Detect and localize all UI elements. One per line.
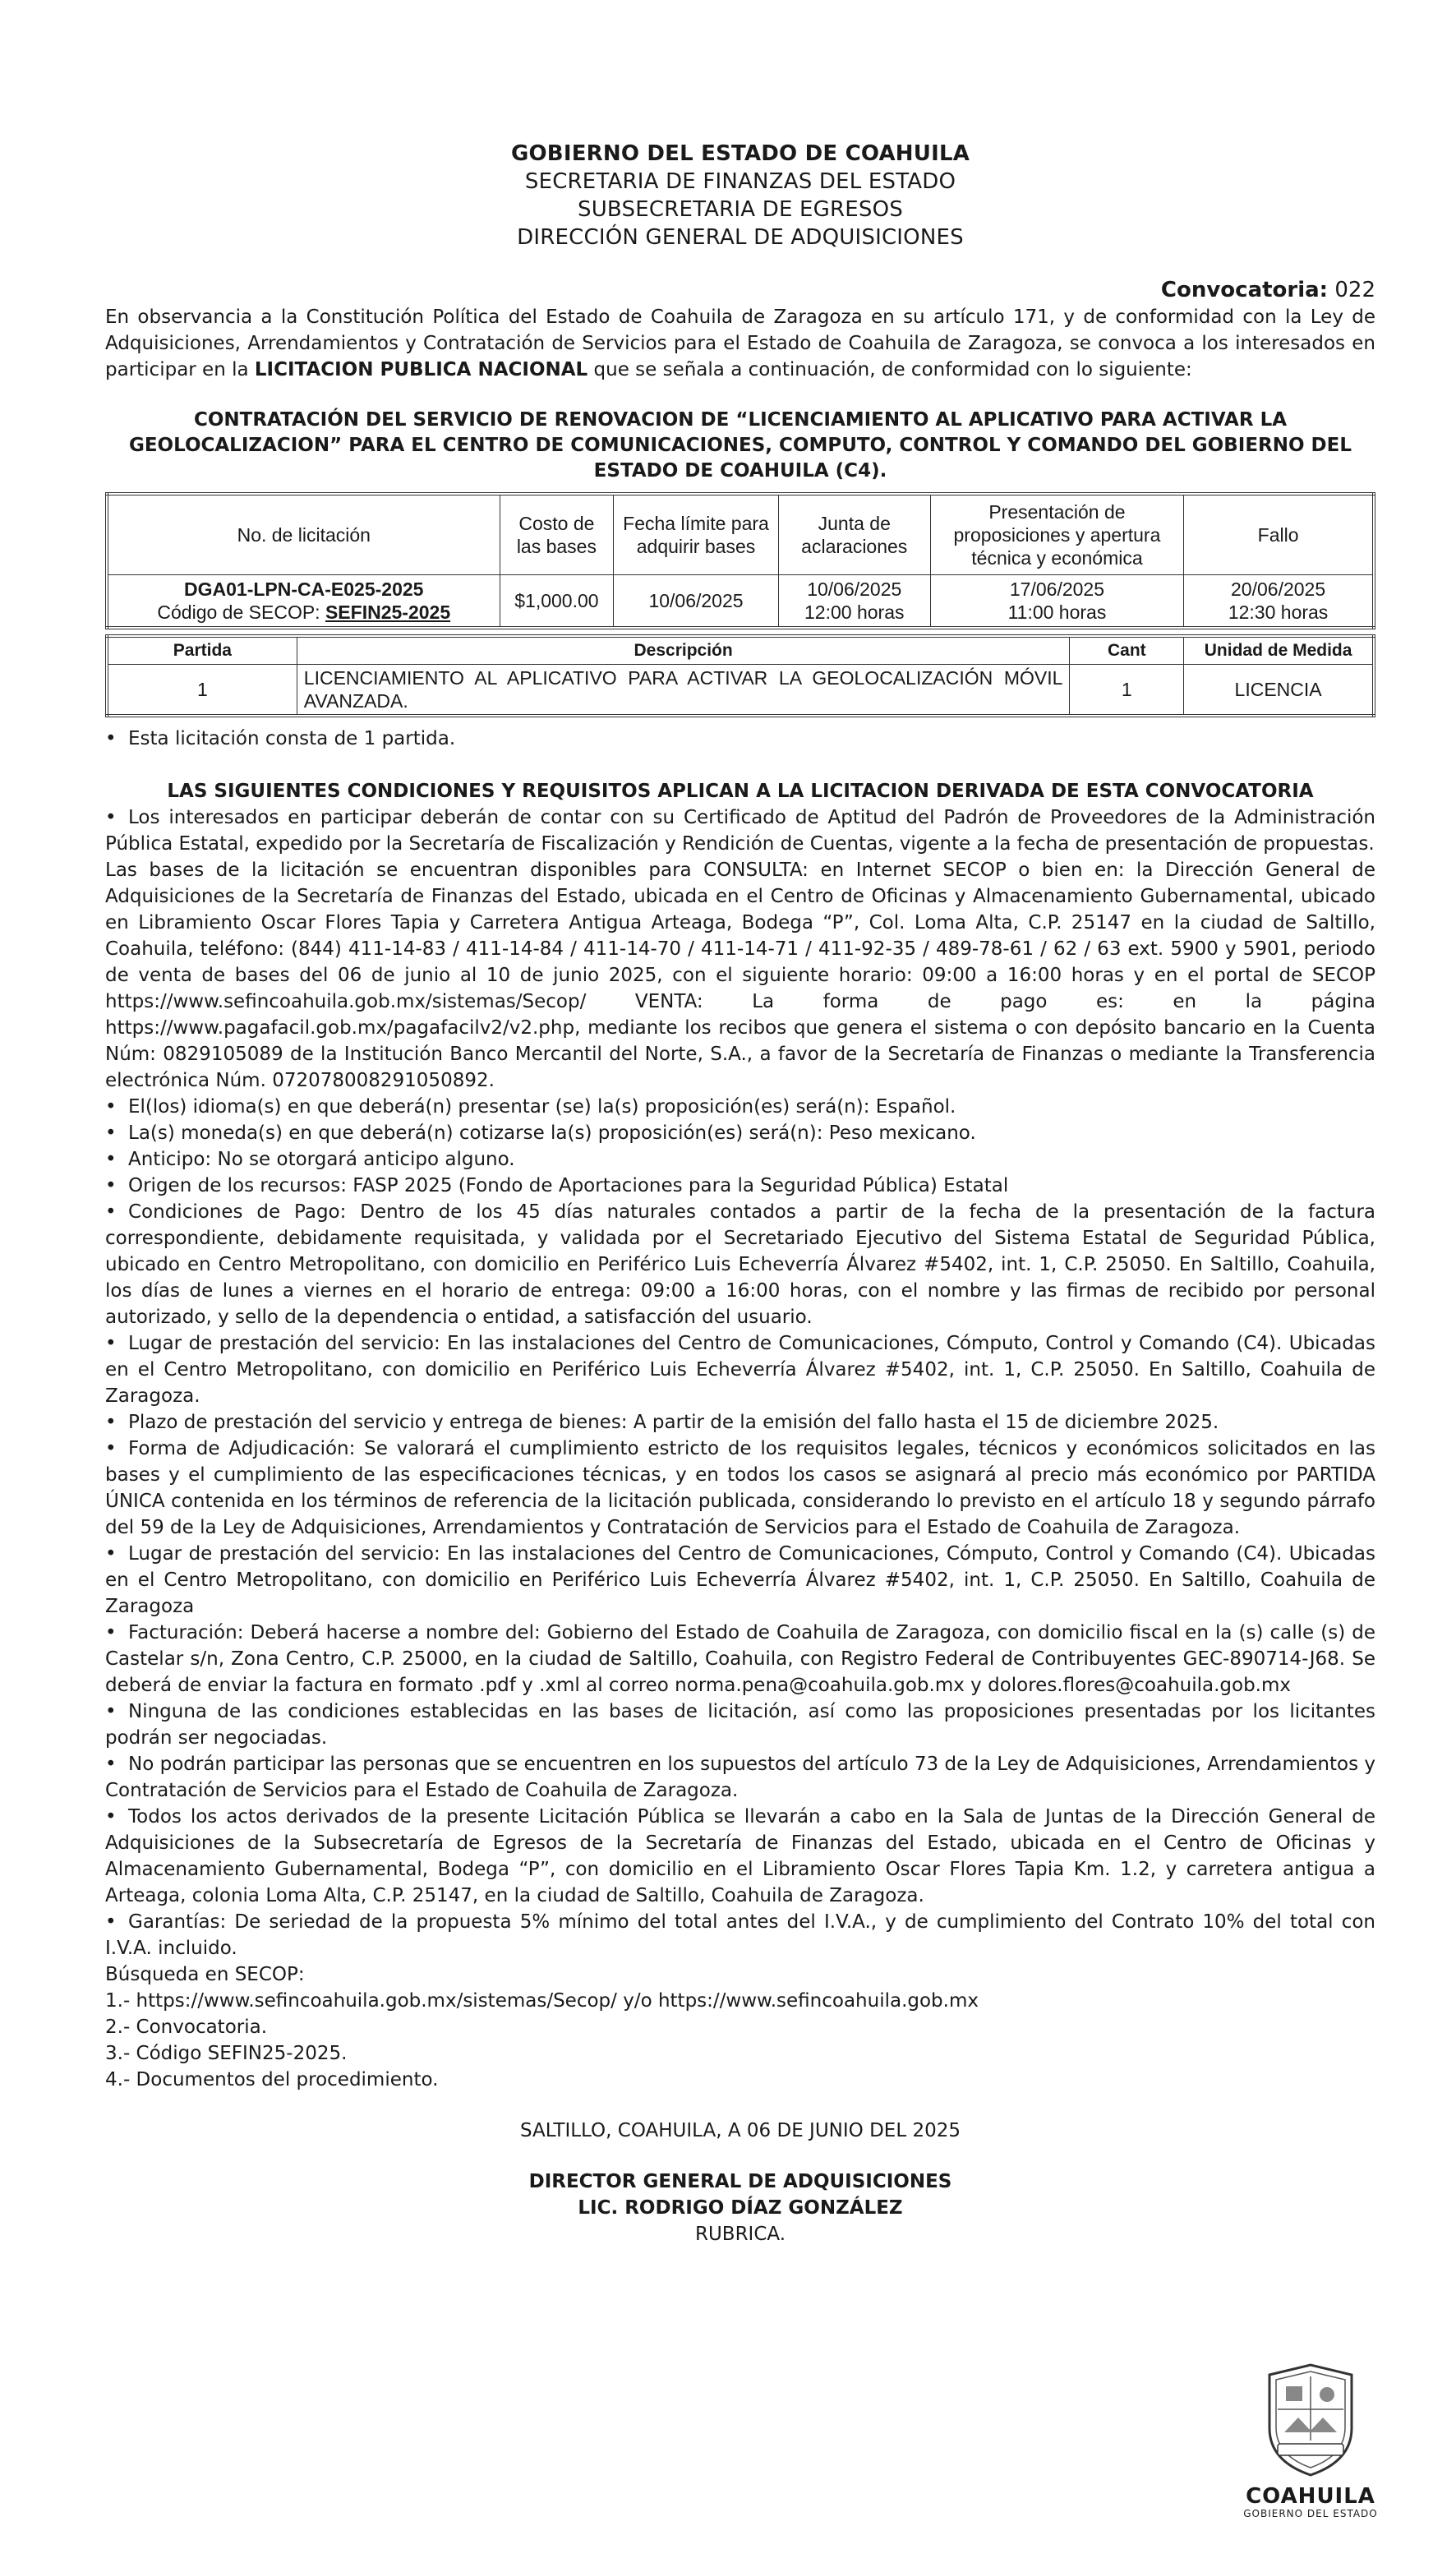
list-item: • Todos los actos derivados de la presente Licitación Pública se llevarán a cabo en la Sala de Juntas de la Dirección General de Adquisiciones de la Subsecretaría de Egresos de la Secretaría de Finanzas del Estado, ubicada en el Centro de Oficinas y Almacenamiento Gubernamental, Bodega “P”, con domicilio en el Libramiento Oscar Flores Tapia Km. 1.2, y carretera antigua a Arteaga, colonia Loma Alta, C.P. 25147, en la ciudad de Saltillo, Coahuila de Zaragoza. (105, 1806, 1375, 1906)
cell-costo: $1,000.00 (500, 575, 614, 629)
signature-block (105, 2169, 1375, 2247)
signature-role: DIRECTOR GENERAL DE ADQUISICIONES (528, 2171, 952, 2192)
secretaria-title: SECRETARIA DE FINANZAS DEL ESTADO (524, 169, 956, 194)
government-title: GOBIERNO DEL ESTADO DE COAHUILA (510, 141, 970, 166)
partidas-note-text: Esta licitación consta de 1 partida. (128, 728, 456, 749)
bullet-text: Todos los actos derivados de la presente Licitación Pública se llevarán a cabo en la Sala de Juntas de la Dirección General de Adquisiciones de la Subsecretaría de Egresos de la Secretaría de Finanzas del Estado, ubicada en el Centro de Oficinas y Almacenamiento Gubernamental, Bodega “P”, con domicilio en el Libramiento Oscar Flores Tapia Km. 1.2, y carretera antigua a Arteaga, colonia Loma Alta, C.P. 25147, en la ciudad de Saltillo, Coahuila de Zaragoza. (105, 1806, 1375, 1906)
bullet-text: Facturación: Deberá hacerse a nombre del: Gobierno del Estado de Coahuila de Zaragoza, con domicilio fiscal en la (s) calle (s) de Castelar s/n, Zona Centro, C.P. 25000, en la ciudad de Saltillo, Coahuila, con Registro Federal de Contribuyentes GEC-890714-J68. Se deberá de enviar la factura en formato .pdf y .xml al correo norma.pena@coahuila.gob.mx y dolores.flores@coahuila.gob.mx (105, 1622, 1375, 1696)
state-seal-icon (1261, 2358, 1360, 2482)
intro-paragraph (105, 304, 1375, 383)
bullet-text: Origen de los recursos: FASP 2025 (Fondo de Aportaciones para la Seguridad Pública) Estatal (128, 1175, 1009, 1196)
presentacion-date: 17/06/2025 (1009, 578, 1105, 600)
logo-name: COAHUILA (1246, 2484, 1375, 2509)
busqueda-label: Búsqueda en SECOP: (105, 1964, 305, 1985)
bases-paragraph: Las bases de la licitación se encuentran disponibles para CONSULTA: en Internet SECOP o bien en: la Dirección General de Adquisiciones de la Secretaría de Finanzas del Estado, ubicada en el Centro de Oficinas y Almacenamiento Gubernamental, ubicado en Libramiento Oscar Flores Tapia y Carretera Antigua Arteaga, Bodega “P”, Col. Loma Alta, C.P. 25147 en la ciudad de Saltillo, Coahuila, teléfono: (844) 411-14-83 / 411-14-84 / 411-14-70 / 411-14-71 / 411-92-35 / 489-78-61 / 62 / 63 ext. 5900 y 5901, periodo de venta de bases del 06 de junio al 10 de junio 2025, con el siguiente horario: 09:00 a 16:00 horas y en el portal de SECOP https://www.sefincoahuila.gob.mx/sistemas/Secop/ VENTA: La forma de pago es: en la página https://www.pagafacil.gob.mx/pagafacilv2/v2.php, mediante los recibos que genera el sistema o con depósito bancario en la Cuenta Núm: 0829105089 de la Institución Banco Mercantil del Norte, S.A., a favor de la Secretaría de Finanzas o mediante la Transferencia electrónica Núm. 072078008291050892. (105, 860, 1375, 1091)
secop-code-line (113, 601, 495, 624)
convocatoria-value: 022 (1334, 278, 1375, 302)
intro-text-1: En observancia a la Constitución Política del Estado de Coahuila de Zaragoza en su artículo 171, y de conformidad con la Ley de Adquisiciones, Arrendamientos y Contratación de Servicios para el Estado de Coahuila de Zaragoza, se convoca a los interesados en participar en la (105, 307, 1375, 380)
cell-unidad: LICENCIA (1184, 665, 1374, 717)
header-descripcion: Descripción (297, 636, 1070, 665)
list-item: • Forma de Adjudicación: Se valorará el cumplimiento estricto de los requisitos legales, técnicos y económicos solicitados en las bases y el cumplimiento de las especificaciones técnicas, y en todos los casos se asignará al precio más económico por PARTIDA ÚNICA contenida en los términos de referencia de la licitación publicada, considerando lo previsto en el artículo 18 y segundo párrafo del 59 de la Ley de Adquisiciones, Arrendamientos y Contratación de Servicios para el Estado de Coahuila de Zaragoza. (105, 1438, 1375, 1538)
bullet-text: Plazo de prestación del servicio y entrega de bienes: A partir de la emisión del fallo hasta el 15 de diciembre 2025. (128, 1412, 1219, 1433)
junta-date: 10/06/2025 (807, 578, 902, 600)
busqueda-step: 3.- Código SEFIN25-2025. (105, 2043, 348, 2064)
header-unidad: Unidad de Medida (1184, 636, 1374, 665)
partidas-note: • Esta licitación consta de 1 partida. (105, 728, 456, 749)
secop-label: Código de SECOP: (157, 602, 325, 623)
bullet-text: Forma de Adjudicación: Se valorará el cumplimiento estricto de los requisitos legales, técnicos y económicos solicitados en las bases y el cumplimiento de las especificaciones técnicas, y en todos los casos se asignará al precio más económico por PARTIDA ÚNICA contenida en los términos de referencia de la licitación publicada, considerando lo previsto en el artículo 18 y segundo párrafo del 59 de la Ley de Adquisiciones, Arrendamientos y Contratación de Servicios para el Estado de Coahuila de Zaragoza. (105, 1438, 1375, 1538)
secop-code: SEFIN25-2025 (325, 602, 451, 623)
direccion-title: DIRECCIÓN GENERAL DE ADQUISICIONES (517, 225, 964, 250)
bullet-text: Garantías: De seriedad de la propuesta 5% mínimo del total antes del I.V.A., y de cumplimiento del Contrato 10% del total con I.V.A. incluido. (105, 1911, 1375, 1959)
licitacion-table-row (107, 575, 1374, 629)
intro-text-2: que se señala a continuación, de conformidad con lo siguiente: (587, 359, 1192, 380)
cell-cant: 1 (1070, 665, 1184, 717)
partida-table (105, 634, 1375, 717)
list-item: • El(los) idioma(s) en que deberá(n) presentar (se) la(s) proposición(es) será(n): Español. (105, 1096, 956, 1118)
bullet-text: Lugar de prestación del servicio: En las instalaciones del Centro de Comunicaciones, Cómputo, Control y Comando (C4). Ubicadas en el Centro Metropolitano, con domicilio en Periférico Luis Echeverría Álvarez #5402, int. 1, C.P. 25050. En Saltillo, Coahuila de Zaragoza. (105, 1333, 1375, 1407)
cell-licitacion (107, 575, 500, 629)
header-presentacion: Presentación de proposiciones y apertura técnica y económica (930, 494, 1183, 575)
subsecretaria-title: SUBSECRETARIA DE EGRESOS (578, 197, 903, 222)
header-costo: Costo de las bases (500, 494, 614, 575)
list-item: • Plazo de prestación del servicio y entrega de bienes: A partir de la emisión del fallo hasta el 15 de diciembre 2025. (105, 1412, 1219, 1433)
bullet-text: Condiciones de Pago: Dentro de los 45 días naturales contados a partir de la fecha de la presentación de la factura correspondiente, debidamente requisitada, y validada por el Secretariado Ejecutivo del Sistema Estatal de Seguridad Pública, ubicado en Centro Metropolitano, con domicilio en Periférico Luis Echeverría Álvarez #5402, int. 1, C.P. 25050. En Saltillo, Coahuila, los días de lunes a viernes en el horario de entrega: 09:00 a 16:00 horas, con el nombre y las firmas de recibido por personal autorizado, y sello de la dependencia o entidad, a satisfacción del usuario. (105, 1201, 1375, 1328)
partida-table-header (107, 636, 1374, 665)
bullet-padron-text: Los interesados en participar deberán de contar con su Certificado de Aptitud del Padrón de Proveedores de la Administración Pública Estatal, expedido por la Secretaría de Fiscalización y Rendición de Cuentas, vigente a la fecha de presentación de propuestas. (105, 807, 1375, 855)
header-fallo: Fallo (1184, 494, 1374, 575)
licitacion-table (105, 492, 1375, 629)
signature-name: LIC. RODRIGO DÍAZ GONZÁLEZ (578, 2197, 903, 2219)
list-item: • Garantías: De seriedad de la propuesta 5% mínimo del total antes del I.V.A., y de cumplimiento del Contrato 10% del total con I.V.A. incluido. (105, 1911, 1375, 1959)
busqueda-step: 2.- Convocatoria. (105, 2017, 268, 2038)
list-item: • No podrán participar las personas que se encuentren en los supuestos del artículo 73 de la Ley de Adquisiciones, Arrendamientos y Contratación de Servicios para el Estado de Coahuila de Zaragoza. (105, 1754, 1375, 1801)
cell-presentacion (930, 575, 1183, 629)
convocatoria-number (105, 276, 1375, 304)
list-item: • Facturación: Deberá hacerse a nombre del: Gobierno del Estado de Coahuila de Zaragoza, con domicilio fiscal en la (s) calle (s) de Castelar s/n, Zona Centro, C.P. 25000, en la ciudad de Saltillo, Coahuila, con Registro Federal de Contribuyentes GEC-890714-J68. Se deberá de enviar la factura en formato .pdf y .xml al correo norma.pena@coahuila.gob.mx y dolores.flores@coahuila.gob.mx (105, 1622, 1375, 1696)
list-item: • La(s) moneda(s) en que deberá(n) cotizarse la(s) proposición(es) será(n): Peso mexicano. (105, 1122, 976, 1144)
place-date: SALTILLO, COAHUILA, A 06 DE JUNIO DEL 2025 (520, 2120, 961, 2141)
header-cant: Cant (1070, 636, 1184, 665)
contract-title: CONTRATACIÓN DEL SERVICIO DE RENOVACION DE “LICENCIAMIENTO AL APLICATIVO PARA ACTIVAR LA GEOLOCALIZACION” PARA EL CENTRO DE COMUNICACIONES, COMPUTO, CONTROL Y COMANDO DEL GOBIERNO DEL ESTADO DE COAHUILA (C4). (128, 409, 1352, 482)
list-item: • Condiciones de Pago: Dentro de los 45 días naturales contados a partir de la fecha de la presentación de la factura correspondiente, debidamente requisitada, y validada por el Secretariado Ejecutivo del Sistema Estatal de Seguridad Pública, ubicado en Centro Metropolitano, con domicilio en Periférico Luis Echeverría Álvarez #5402, int. 1, C.P. 25050. En Saltillo, Coahuila, los días de lunes a viernes en el horario de entrega: 09:00 a 16:00 horas, con el nombre y las firmas de recibido por personal autorizado, y sello de la dependencia o entidad, a satisfacción del usuario. (105, 1201, 1375, 1328)
fallo-time: 12:30 horas (1228, 602, 1329, 623)
list-item: • Ninguna de las condiciones establecidas en las bases de licitación, así como las proposiciones presentadas por los licitantes podrán ser negociadas. (105, 1701, 1375, 1749)
convocatoria-label: Convocatoria: (1160, 278, 1329, 302)
bullet-padron: • Los interesados en participar deberán de contar con su Certificado de Aptitud del Padrón de Proveedores de la Administración Pública Estatal, expedido por la Secretaría de Fiscalización y Rendición de Cuentas, vigente a la fecha de presentación de propuestas. (105, 807, 1375, 855)
header-junta: Junta de aclaraciones (778, 494, 930, 575)
header-licitacion: No. de licitación (107, 494, 500, 575)
fallo-date: 20/06/2025 (1231, 578, 1326, 600)
list-item: • Lugar de prestación del servicio: En las instalaciones del Centro de Comunicaciones, Cómputo, Control y Comando (C4). Ubicadas en el Centro Metropolitano, con domicilio en Periférico Luis Echeverría Álvarez #5402, int. 1, C.P. 25050. En Saltillo, Coahuila de Zaragoza. (105, 1333, 1375, 1407)
cell-partida: 1 (107, 665, 297, 717)
list-item: • Origen de los recursos: FASP 2025 (Fondo de Aportaciones para la Seguridad Pública) Estatal (105, 1175, 1009, 1196)
bullet-text: La(s) moneda(s) en que deberá(n) cotizarse la(s) proposición(es) será(n): Peso mexicano. (128, 1122, 976, 1144)
junta-time: 12:00 horas (804, 602, 905, 623)
conditions-title: LAS SIGUIENTES CONDICIONES Y REQUISITOS APLICAN A LA LICITACION DERIVADA DE ESTA CONVOCATORIA (167, 781, 1314, 802)
busqueda-step: 1.- https://www.sefincoahuila.gob.mx/sistemas/Secop/ y/o https://www.sefincoahuila.gob.mx (105, 1990, 979, 2012)
bullet-text: Ninguna de las condiciones establecidas en las bases de licitación, así como las proposiciones presentadas por los licitantes podrán ser negociadas. (105, 1701, 1375, 1749)
document-header (105, 140, 1375, 251)
presentacion-time: 11:00 horas (1007, 602, 1107, 623)
busqueda-section (105, 1961, 1375, 2093)
coahuila-logo (1241, 2358, 1380, 2519)
list-item: • Anticipo: No se otorgará anticipo alguno. (105, 1149, 515, 1170)
cell-junta (778, 575, 930, 629)
intro-bold: LICITACION PUBLICA NACIONAL (254, 359, 588, 380)
header-partida: Partida (107, 636, 297, 665)
busqueda-step: 4.- Documentos del procedimiento. (105, 2069, 439, 2090)
bullet-text: Anticipo: No se otorgará anticipo alguno. (128, 1149, 515, 1170)
document-page (105, 0, 1375, 2247)
signature-rubrica: RUBRICA. (694, 2224, 786, 2245)
header-fecha-limite: Fecha límite para adquirir bases (614, 494, 778, 575)
partida-table-row (107, 665, 1374, 717)
bullet-text: Lugar de prestación del servicio: En las instalaciones del Centro de Comunicaciones, Cómputo, Control y Comando (C4). Ubicadas en el Centro Metropolitano, con domicilio en Periférico Luis Echeverría Álvarez #5402, int. 1, C.P. 25050. En Saltillo, Coahuila de Zaragoza (105, 1543, 1375, 1617)
logo-subtitle: GOBIERNO DEL ESTADO (1243, 2508, 1378, 2519)
licitacion-number: DGA01-LPN-CA-E025-2025 (184, 578, 424, 600)
cell-fecha-limite: 10/06/2025 (614, 575, 778, 629)
cell-fallo (1184, 575, 1374, 629)
bullet-text: No podrán participar las personas que se encuentren en los supuestos del artículo 73 de la Ley de Adquisiciones, Arrendamientos y Contratación de Servicios para el Estado de Coahuila de Zaragoza. (105, 1754, 1375, 1801)
licitacion-table-header (107, 494, 1374, 575)
cell-descripcion: LICENCIAMIENTO AL APLICATIVO PARA ACTIVAR LA GEOLOCALIZACIÓN MÓVIL AVANZADA. (297, 665, 1070, 717)
list-item: • Lugar de prestación del servicio: En las instalaciones del Centro de Comunicaciones, Cómputo, Control y Comando (C4). Ubicadas en el Centro Metropolitano, con domicilio en Periférico Luis Echeverría Álvarez #5402, int. 1, C.P. 25050. En Saltillo, Coahuila de Zaragoza (105, 1543, 1375, 1617)
bullet-text: El(los) idioma(s) en que deberá(n) presentar (se) la(s) proposición(es) será(n): Español. (128, 1096, 956, 1118)
conditions-list (105, 1094, 1375, 1961)
